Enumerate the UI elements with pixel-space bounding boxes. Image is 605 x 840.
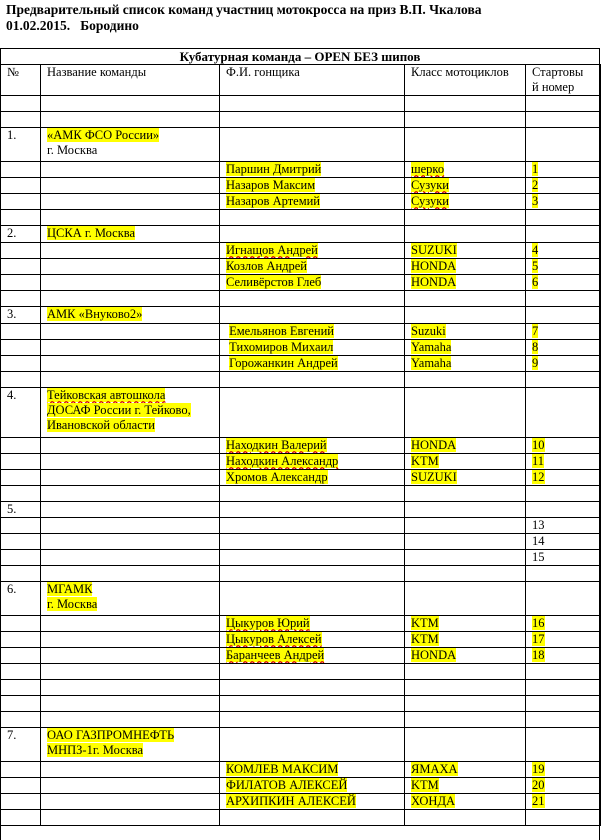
rider-name: Находкин Александр	[226, 454, 339, 468]
teams-table	[0, 64, 601, 826]
start-number: 2	[532, 178, 539, 192]
rider-name: АРХИПКИН АЛЕКСЕЙ	[226, 794, 356, 808]
rider-row	[1, 178, 601, 194]
team-row	[1, 502, 601, 518]
rider-row	[1, 438, 601, 454]
rider-row	[1, 356, 601, 372]
team-name	[41, 307, 220, 324]
team-name	[41, 128, 220, 162]
start-number: 3	[532, 194, 539, 208]
moto-class: HONDA	[411, 438, 457, 452]
start-number: 21	[532, 794, 545, 808]
header-start	[526, 65, 601, 96]
team-name-line: г. Москва	[47, 597, 98, 611]
moto-class: Yamaha	[411, 356, 452, 370]
spacer-row	[1, 680, 601, 696]
team-name-line: Тейковская автошкола	[47, 388, 166, 402]
rider-name: Цыкуров Юрий	[226, 616, 310, 630]
team-name	[41, 388, 220, 438]
moto-class: ЯМАХА	[411, 762, 458, 776]
spacer-row	[1, 112, 601, 128]
spacer-row	[1, 810, 601, 826]
start-number: 19	[532, 762, 545, 776]
start-number: 17	[532, 632, 545, 646]
start-number: 13	[526, 518, 601, 534]
team-name-line: Ивановской области	[47, 418, 155, 432]
rider-row	[1, 324, 601, 340]
rider-name: Игнащов Андрей	[226, 243, 318, 257]
rider-row	[1, 616, 601, 632]
team-num: 5.	[1, 502, 41, 518]
rider-row	[1, 518, 601, 534]
rider-row	[1, 454, 601, 470]
moto-class: HONDA	[411, 259, 457, 273]
start-number: 4	[532, 243, 539, 257]
header-num: №	[1, 65, 41, 96]
team-row	[1, 226, 601, 243]
title-line-2: 01.02.2015. Бородино	[6, 18, 139, 33]
team-name-line: ОАО ГАЗПРОМНЕФТЬ	[47, 728, 175, 742]
start-number: 5	[532, 259, 539, 273]
rider-name: КОМЛЕВ МАКСИМ	[226, 762, 339, 776]
header-team: Название команды	[41, 65, 220, 96]
team-name	[41, 728, 220, 762]
rider-row	[1, 794, 601, 810]
start-number: 14	[526, 534, 601, 550]
team-name-line: МНПЗ-1г. Москва	[47, 743, 144, 757]
start-number: 9	[532, 356, 539, 370]
team-row	[1, 582, 601, 616]
team-row	[1, 307, 601, 324]
rider-row	[1, 632, 601, 648]
rider-name: Емельянов Евгений	[229, 324, 334, 338]
moto-class: ХОНДА	[411, 794, 456, 808]
rider-name: Назаров Максим	[226, 178, 316, 192]
rider-row	[1, 778, 601, 794]
team-row	[1, 128, 601, 162]
rider-row	[1, 648, 601, 664]
spacer-row	[1, 566, 601, 582]
start-number: 18	[532, 648, 545, 662]
rider-row	[1, 470, 601, 486]
rider-row	[1, 762, 601, 778]
team-num: 2.	[1, 226, 41, 243]
rider-name: Тихомиров Михаил	[229, 340, 334, 354]
rider-name: Селивёрстов Глеб	[226, 275, 322, 289]
team-num: 7.	[1, 728, 41, 762]
rider-row	[1, 534, 601, 550]
rider-name: Цыкуров Алексей	[226, 632, 322, 646]
moto-class: KTM	[411, 632, 439, 646]
team-name	[41, 582, 220, 616]
header-row	[1, 65, 601, 96]
moto-class: Yamaha	[411, 340, 452, 354]
rider-row	[1, 243, 601, 259]
header-start-line-2: й номер	[532, 80, 575, 94]
team-row	[1, 388, 601, 438]
header-rider: Ф.И. гонщика	[220, 65, 405, 96]
moto-class: HONDA	[411, 648, 457, 662]
rider-row	[1, 194, 601, 210]
rider-name: Козлов Андрей	[226, 259, 307, 273]
rider-name: Паршин Дмитрий	[226, 162, 322, 176]
moto-class: SUZUKI	[411, 470, 457, 484]
rider-row	[1, 340, 601, 356]
team-name	[41, 226, 220, 243]
team-name-line: МГАМК	[47, 582, 93, 596]
moto-class: шерко	[411, 162, 445, 176]
spacer-row	[1, 210, 601, 226]
start-number: 11	[532, 454, 545, 468]
spacer-row	[1, 96, 601, 112]
rider-row	[1, 259, 601, 275]
team-row	[1, 728, 601, 762]
moto-class: Suzuki	[411, 324, 446, 338]
moto-class: KTM	[411, 616, 439, 630]
moto-class: Сузуки	[411, 178, 449, 192]
start-number: 10	[532, 438, 545, 452]
rider-name: Хромов Александр	[226, 470, 328, 484]
spacer-row	[1, 696, 601, 712]
rider-name: Горожанкин Андрей	[229, 356, 338, 370]
team-name-line: г. Москва	[47, 143, 98, 157]
spacer-row	[1, 486, 601, 502]
team-num: 6.	[1, 582, 41, 616]
moto-class: KTM	[411, 454, 439, 468]
rider-row	[1, 550, 601, 566]
team-num: 4.	[1, 388, 41, 438]
start-number: 8	[532, 340, 539, 354]
start-number: 12	[532, 470, 545, 484]
spacer-row	[1, 664, 601, 680]
start-number: 16	[532, 616, 545, 630]
header-start-line-1: Стартовы	[532, 65, 584, 79]
spacer-row	[1, 291, 601, 307]
rider-row	[1, 162, 601, 178]
rider-name: Находкин Валерий	[226, 438, 327, 452]
start-number: 6	[532, 275, 539, 289]
start-number: 7	[532, 324, 539, 338]
start-number: 20	[532, 778, 545, 792]
team-name-line: АМК «Внуково2»	[47, 307, 143, 321]
team-name-line: ЦСКА г. Москва	[47, 226, 136, 240]
team-num: 1.	[1, 128, 41, 162]
document-title	[6, 2, 596, 34]
rider-row	[1, 275, 601, 291]
rider-name: Баранчеев Андрей	[226, 648, 325, 662]
spacer-row	[1, 372, 601, 388]
team-name-line: «АМК ФСО России»	[47, 128, 160, 142]
team-num: 3.	[1, 307, 41, 324]
table-subtitle: Кубатурная команда – OPEN БЕЗ шипов	[0, 48, 600, 65]
spacer-row	[1, 712, 601, 728]
moto-class: SUZUKI	[411, 243, 457, 257]
rider-name: ФИЛАТОВ АЛЕКСЕЙ	[226, 778, 348, 792]
title-line-1: Предварительный список команд участниц мотокросса на приз В.П. Чкалова	[6, 2, 482, 17]
moto-class: HONDA	[411, 275, 457, 289]
moto-class: KTM	[411, 778, 439, 792]
team-name-line: ДОСАФ России г. Тейково,	[47, 403, 191, 417]
header-class: Класс мотоциклов	[405, 65, 526, 96]
start-number: 15	[526, 550, 601, 566]
moto-class: Сузуки	[411, 194, 449, 208]
rider-name: Назаров Артемий	[226, 194, 321, 208]
start-number: 1	[532, 162, 539, 176]
